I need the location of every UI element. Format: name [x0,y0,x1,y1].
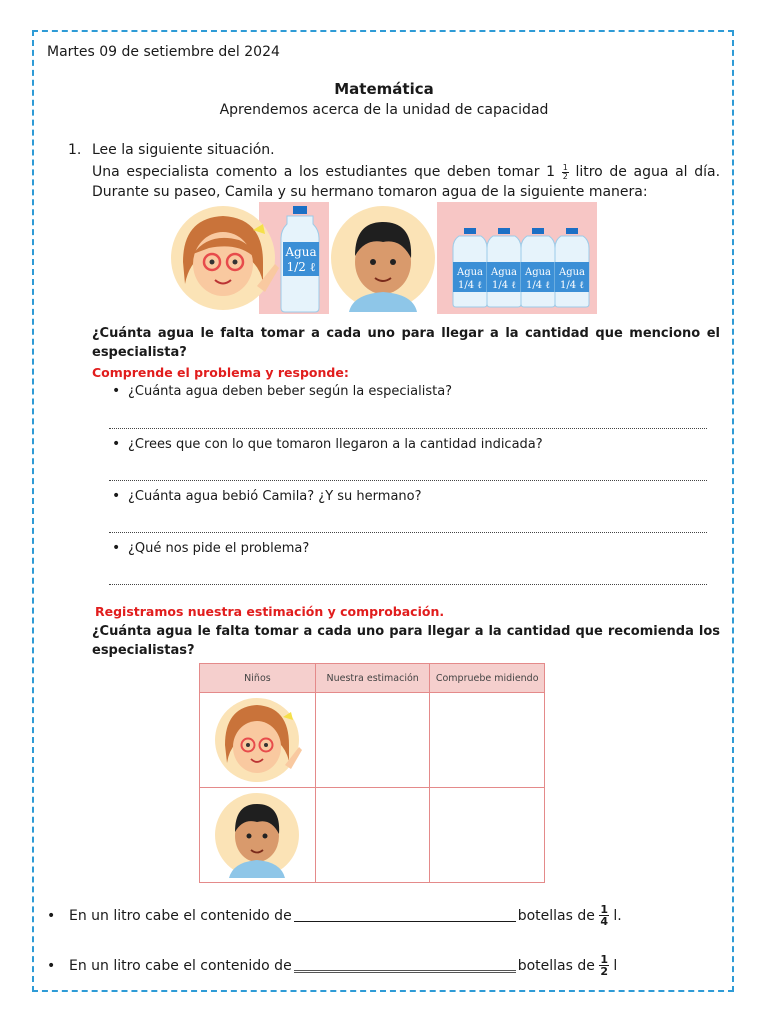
comprehension-question-2: • ¿Crees que con lo que tomaron llegaron a la cantidad indicada? [128,437,543,452]
fill-quarter-blank[interactable] [294,909,516,922]
bottle-half-label: 1/2 ℓ [286,260,316,274]
table-row [200,788,545,883]
fill-half-blank[interactable] [294,958,516,973]
illustration-drawing [169,202,597,314]
answer-line-4[interactable] [109,584,707,585]
header-compruebe: Compruebe midiendo [430,664,545,693]
answer-line-2[interactable] [109,480,707,481]
camila-measure-cell[interactable] [430,693,545,788]
one-quarter-fraction: $\frac{1}{4}$ [600,903,608,928]
estimation-table [199,663,545,883]
brother-measure-cell[interactable] [430,788,545,883]
table-row [200,693,545,788]
bottle-q4-brand: Agua [558,267,586,278]
bottle-q2-label: 1/4 ℓ [491,280,517,291]
camila-cell [200,693,316,788]
situation-line-1 [92,162,720,182]
fill-quarter-after: botellas de [517,907,595,924]
fill-in-half [69,954,617,977]
situation-text-before: Una especialista comento a los estudiantes que deben tomar 1 [92,164,556,180]
fill-quarter-before: • En un litro cabe el contenido de [69,907,292,924]
bottle-q1-brand: Agua [456,267,484,278]
situation-line-2: Durante su paseo, Camila y su hermano tomaron agua de la siguiente manera: [92,184,648,200]
comprehension-heading: Comprende el problema y responde: [92,365,349,380]
item-lead: Lee la siguiente situación. [92,142,275,158]
bottle-q3-label: 1/4 ℓ [525,280,551,291]
date-line: Martes 09 de setiembre del 2024 [47,44,280,60]
bottle-q4-label: 1/4 ℓ [559,280,585,291]
comprehension-question-1: • ¿Cuánta agua deben beber según la especialista? [128,384,452,399]
main-question: ¿Cuánta agua le falta tomar a cada uno para llegar a la cantidad que menciono el especialista? [92,326,720,360]
fill-quarter-unit: l. [613,907,622,924]
brother-avatar-icon [331,206,435,312]
header-ninos: Niños [200,664,316,693]
bottle-q1-label: 1/4 ℓ [457,280,483,291]
fill-half-after: botellas de [517,957,595,974]
brother-avatar-icon [207,790,307,880]
camila-estimation-cell[interactable] [315,693,430,788]
brother-cell [200,788,316,883]
fill-half-unit: l [613,957,618,974]
fill-half-before: • En un litro cabe el contenido de [69,957,292,974]
camila-avatar-icon [207,695,307,785]
bottle-q2-brand: Agua [490,267,518,278]
one-half-fraction: $\frac{1}{2}$ [562,162,568,181]
comprehension-question-4: • ¿Qué nos pide el problema? [128,541,309,556]
half-liter-bottle-icon [281,206,319,312]
estimation-heading: Registramos nuestra estimación y comprobación. [95,604,445,619]
page-title: Matemática [334,80,434,98]
answer-line-1[interactable] [109,428,707,429]
one-half-fraction-bottom: $\frac{1}{2}$ [600,953,608,978]
fill-in-quarter [69,904,622,927]
page-subtitle: Aprendemos acerca de la unidad de capacidad [219,102,549,118]
answer-line-3[interactable] [109,532,707,533]
camila-avatar-icon [171,206,279,310]
item-number: 1. [68,142,82,158]
comprehension-question-3: • ¿Cuánta agua bebió Camila? ¿Y su hermano? [128,489,422,504]
water-illustration [169,202,597,314]
header-estimacion: Nuestra estimación [315,664,430,693]
situation-text-after: litro de agua al día. [575,164,721,180]
bottle-q3-brand: Agua [524,267,552,278]
estimation-question: ¿Cuánta agua le falta tomar a cada uno para llegar a la cantidad que recomienda los especialistas? [92,624,720,658]
brother-estimation-cell[interactable] [315,788,430,883]
bottle-half-brand: Agua [285,245,317,259]
